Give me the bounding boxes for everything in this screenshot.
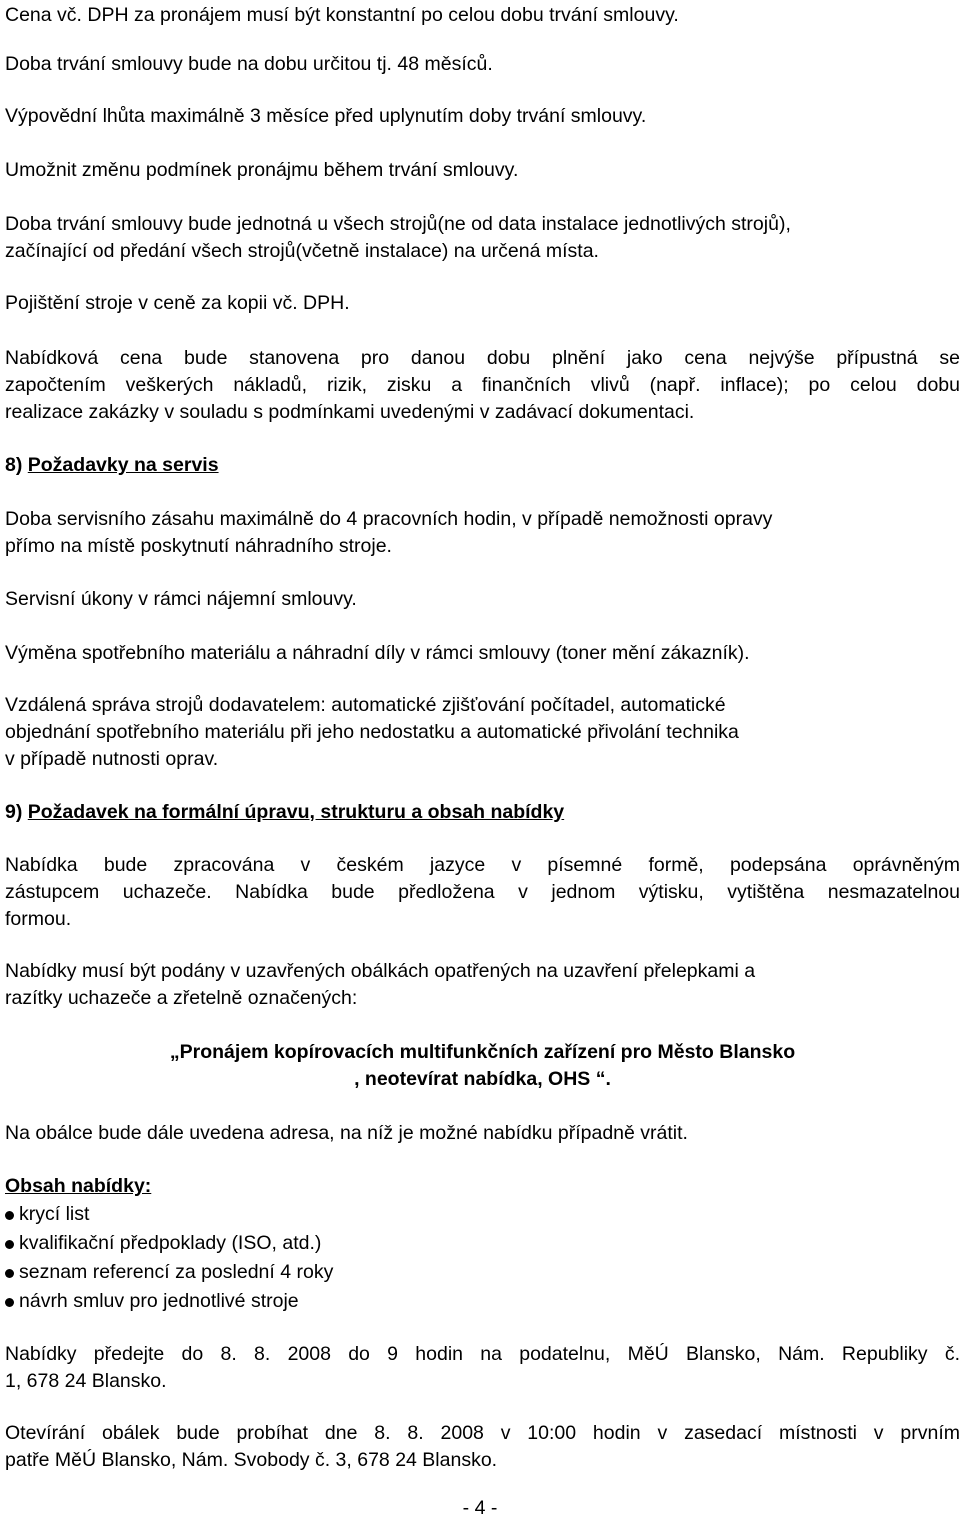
paragraph-change-conditions: Umožnit změnu podmínek pronájmu během trvání smlouvy. xyxy=(5,159,519,181)
paragraph-line: Nabídky předejte do 8. 8. 2008 do 9 hodin na podatelnu, MěÚ Blansko, Nám. Republiky č. xyxy=(5,1343,960,1365)
paragraph-line: Nabídka bude zpracována v českém jazyce v písemné formě, podepsána oprávněným xyxy=(5,854,960,876)
section-9-heading xyxy=(5,799,564,826)
section-8-heading xyxy=(5,452,219,479)
paragraph-line: zástupcem uchazeče. Nabídka bude předložena v jednom výtisku, vytištěna nesmazatelnou xyxy=(5,881,960,903)
paragraph-line: 1, 678 24 Blansko. xyxy=(5,1370,167,1392)
paragraph-line: realizace zakázky v souladu s podmínkami uvedenými v zadávací dokumentaci. xyxy=(5,401,695,423)
paragraph-insurance: Pojištění stroje v ceně za kopii vč. DPH. xyxy=(5,292,350,314)
list-item-label: návrh smluv pro jednotlivé stroje xyxy=(19,1290,299,1312)
paragraph-opening xyxy=(5,1420,960,1474)
bullet-icon xyxy=(5,1269,14,1278)
paragraph-uniform-duration xyxy=(5,211,960,265)
paragraph-offer-form xyxy=(5,852,960,933)
paragraph-line: započtením veškerých nákladů, rizik, zisku a finančních vlivů (např. inflace); po celou dobu xyxy=(5,374,960,396)
paragraph-line: začínající od předání všech strojů(včetně instalace) na určená místa. xyxy=(5,240,599,262)
paragraph-service-tasks: Servisní úkony v rámci nájemní smlouvy. xyxy=(5,588,357,610)
paragraph-remote-management xyxy=(5,692,960,773)
paragraph-contract-duration: Doba trvání smlouvy bude na dobu určitou tj. 48 měsíců. xyxy=(5,53,493,75)
paragraph-return-address: Na obálce bude dále uvedena adresa, na níž je možné nabídku případně vrátit. xyxy=(5,1122,688,1144)
paragraph-line: objednání spotřebního materiálu při jeho nedostatku a automatické přivolání technika xyxy=(5,721,739,743)
list-item-label: seznam referencí za poslední 4 roky xyxy=(19,1261,334,1283)
paragraph-line: Vzdálená správa strojů dodavatelem: automatické zjišťování počítadel, automatické xyxy=(5,694,726,716)
section-number: 9) xyxy=(5,801,23,823)
paragraph-service-response xyxy=(5,506,960,560)
paragraph-line: Nabídky musí být podány v uzavřených obálkách opatřených na uzavření přelepkami a xyxy=(5,960,756,982)
list-item xyxy=(5,1200,605,1229)
paragraph-line: v případě nutnosti oprav. xyxy=(5,748,219,770)
bullet-icon xyxy=(5,1298,14,1307)
envelope-label-line: „Pronájem kopírovacích multifunkčních zařízení pro Město Blansko xyxy=(169,1041,796,1063)
list-item xyxy=(5,1258,605,1287)
envelope-label-line: , neotevírat nabídka, OHS “. xyxy=(354,1068,611,1090)
list-item xyxy=(5,1229,605,1258)
paragraph-line: patře MěÚ Blansko, Nám. Svobody č. 3, 678 24 Blansko. xyxy=(5,1449,498,1471)
paragraph-line: Nabídková cena bude stanovena pro danou dobu plnění jako cena nejvýše přípustná se xyxy=(5,347,960,369)
paragraph-notice-period: Výpovědní lhůta maximálně 3 měsíce před uplynutím doby trvání smlouvy. xyxy=(5,105,647,127)
list-item-label: kvalifikační předpoklady (ISO, atd.) xyxy=(19,1232,322,1254)
paragraph-offer-price xyxy=(5,345,960,426)
paragraph-line: formou. xyxy=(5,908,72,930)
contents-list xyxy=(5,1200,605,1316)
paragraph-price-constant: Cena vč. DPH za pronájem musí být konstantní po celou dobu trvání smlouvy. xyxy=(5,4,679,26)
section-number: 8) xyxy=(5,454,23,476)
section-title: Požadavky na servis xyxy=(27,454,219,476)
paragraph-submission xyxy=(5,1341,960,1395)
paragraph-line: razítky uchazeče a zřetelně označených: xyxy=(5,987,358,1009)
bullet-icon xyxy=(5,1240,14,1249)
paragraph-line: Otevírání obálek bude probíhat dne 8. 8. 2008 v 10:00 hodin v zasedací místnosti v prvním xyxy=(5,1422,960,1444)
list-item xyxy=(5,1287,605,1316)
paragraph-line: přímo na místě poskytnutí náhradního stroje. xyxy=(5,535,392,557)
contents-title: Obsah nabídky: xyxy=(5,1175,152,1197)
bullet-icon xyxy=(5,1211,14,1220)
paragraph-line: Doba trvání smlouvy bude jednotná u všech strojů(ne od data instalace jednotlivých strojů), xyxy=(5,213,791,235)
paragraph-line: Doba servisního zásahu maximálně do 4 pracovních hodin, v případě nemožnosti opravy xyxy=(5,508,773,530)
envelope-label xyxy=(5,1039,960,1093)
section-title: Požadavek na formální úpravu, strukturu a obsah nabídky xyxy=(27,801,565,823)
list-item-label: krycí list xyxy=(19,1203,90,1225)
paragraph-consumables: Výměna spotřebního materiálu a náhradní díly v rámci smlouvy (toner mění zákazník). xyxy=(5,642,750,664)
page-number: - 4 - xyxy=(462,1497,498,1519)
paragraph-envelopes xyxy=(5,958,960,1012)
